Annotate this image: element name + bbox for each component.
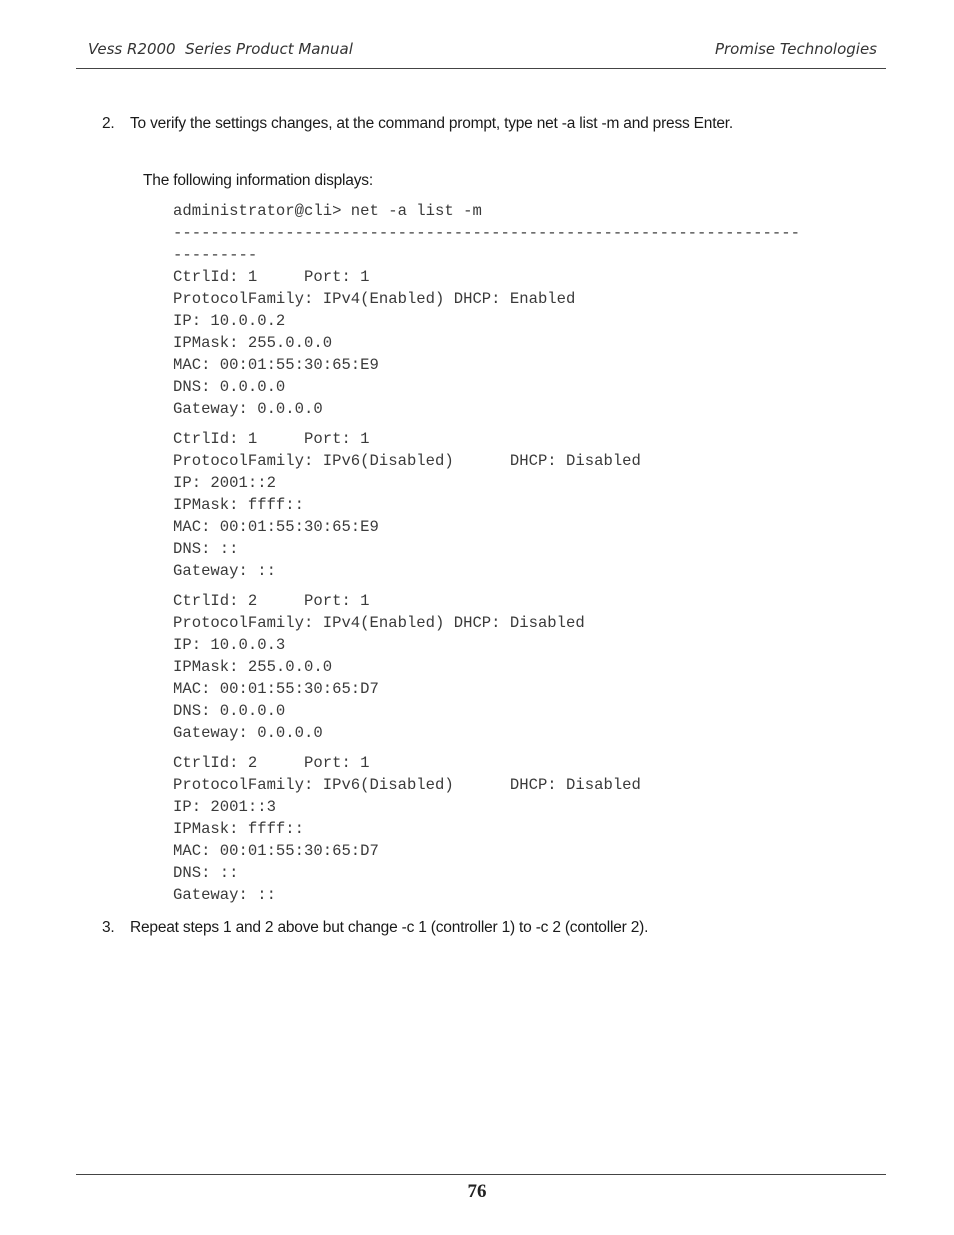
gateway-line: Gateway: 0.0.0.0 xyxy=(173,400,323,418)
network-entry-1 xyxy=(173,266,575,420)
step-text: To verify the settings changes, at the command prompt, type net -a list -m and press Enter. xyxy=(130,115,733,132)
footer-rule xyxy=(76,1174,886,1175)
intro-text: The following information displays: xyxy=(143,172,373,189)
mac-line: MAC: 00:01:55:30:65:D7 xyxy=(173,842,379,860)
step-number: 3. xyxy=(102,919,115,936)
header-rule xyxy=(76,68,886,69)
dns-line: DNS: 0.0.0.0 xyxy=(173,702,286,720)
ctrl-port-line: CtrlId: 1 Port: 1 xyxy=(173,268,370,286)
ipmask-line: IPMask: ffff:: xyxy=(173,496,305,514)
gateway-line: Gateway: :: xyxy=(173,562,276,580)
separator-line-wrap: --------- xyxy=(173,246,258,264)
protocol-family-line: ProtocolFamily: IPv4(Enabled) DHCP: Enabled xyxy=(173,290,576,308)
mac-line: MAC: 00:01:55:30:65:D7 xyxy=(173,680,379,698)
step-number: 2. xyxy=(102,115,115,132)
dns-line: DNS: :: xyxy=(173,540,239,558)
ip-line: IP: 2001::3 xyxy=(173,798,276,816)
cli-command xyxy=(173,200,800,266)
ctrl-port-line: CtrlId: 1 Port: 1 xyxy=(173,430,370,448)
ip-line: IP: 2001::2 xyxy=(173,474,276,492)
page-number: 76 xyxy=(467,1181,487,1202)
ip-line: IP: 10.0.0.2 xyxy=(173,312,286,330)
network-entry-4 xyxy=(173,752,641,906)
protocol-family-line: ProtocolFamily: IPv6(Disabled) DHCP: Disabled xyxy=(173,776,641,794)
protocol-family-line: ProtocolFamily: IPv4(Enabled) DHCP: Disabled xyxy=(173,614,585,632)
dns-line: DNS: 0.0.0.0 xyxy=(173,378,286,396)
ipmask-line: IPMask: 255.0.0.0 xyxy=(173,334,333,352)
ctrl-port-line: CtrlId: 2 Port: 1 xyxy=(173,754,370,772)
mac-line: MAC: 00:01:55:30:65:E9 xyxy=(173,518,379,536)
ipmask-line: IPMask: ffff:: xyxy=(173,820,305,838)
ip-line: IP: 10.0.0.3 xyxy=(173,636,286,654)
protocol-family-line: ProtocolFamily: IPv6(Disabled) DHCP: Disabled xyxy=(173,452,641,470)
company-name: Promise Technologies xyxy=(714,40,877,58)
step-text: Repeat steps 1 and 2 above but change -c 1 (controller 1) to -c 2 (contoller 2). xyxy=(130,919,649,936)
page-header xyxy=(76,40,886,60)
mac-line: MAC: 00:01:55:30:65:E9 xyxy=(173,356,379,374)
ctrl-port-line: CtrlId: 2 Port: 1 xyxy=(173,592,370,610)
separator-line: ------------------------------------------------------------------- xyxy=(173,224,800,242)
dns-line: DNS: :: xyxy=(173,864,239,882)
gateway-line: Gateway: :: xyxy=(173,886,276,904)
ipmask-line: IPMask: 255.0.0.0 xyxy=(173,658,333,676)
network-entry-3 xyxy=(173,590,585,744)
cli-prompt-line: administrator@cli> net -a list -m xyxy=(173,202,482,220)
network-entry-2 xyxy=(173,428,641,582)
gateway-line: Gateway: 0.0.0.0 xyxy=(173,724,323,742)
manual-title: Vess R2000 Series Product Manual xyxy=(88,40,353,58)
